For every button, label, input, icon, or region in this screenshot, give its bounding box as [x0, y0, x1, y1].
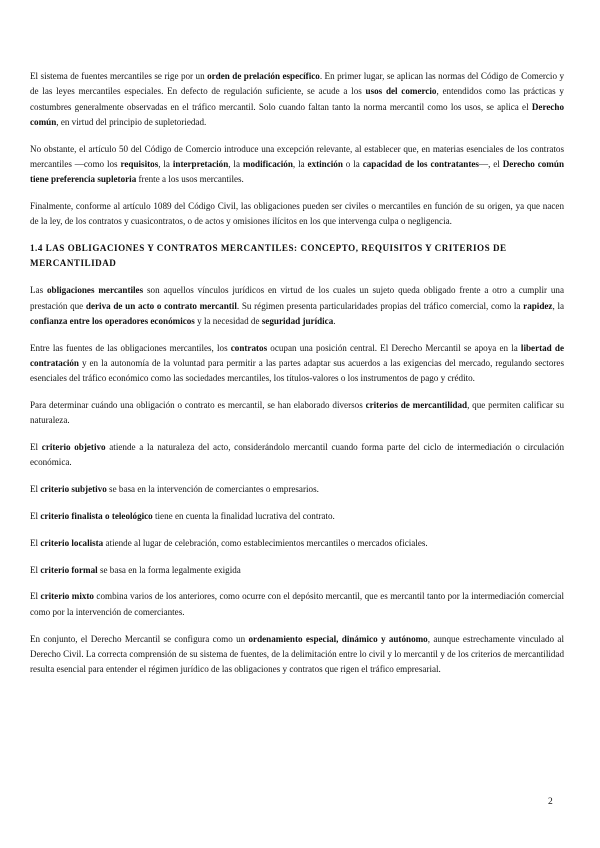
paragraph-articulo-50 — [30, 142, 564, 188]
text-run: Para determinar cuándo una obligación o contrato es mercantil, se han elaborado diversos — [30, 400, 366, 411]
text-run: . En primer lugar, se aplican las normas del Código de Comercio y de las leyes mercantiles especiales. En defecto de regulación suficiente, se acude a los — [30, 71, 564, 97]
bold-term: criterio objetivo — [41, 442, 106, 453]
text-run: Entre las fuentes de las obligaciones mercantiles, los — [30, 342, 231, 353]
paragraph-criterio-finalista — [30, 509, 564, 524]
text-run: , la — [552, 300, 565, 311]
bold-term: criterios de mercantilidad — [365, 400, 468, 411]
text-run: Las — [30, 285, 47, 296]
bold-term: interpretación — [172, 158, 229, 169]
paragraph-criterio-objetivo — [30, 440, 564, 471]
bold-term: criterio finalista o teleológico — [40, 511, 153, 522]
bold-term: criterio subjetivo — [40, 484, 107, 495]
bold-term: capacidad de los contratantes — [362, 158, 479, 169]
bold-term: rapidez — [523, 300, 553, 311]
bold-term: libertad de contratación — [30, 342, 564, 368]
text-run: . — [333, 315, 336, 326]
bold-term: usos del comercio — [365, 86, 437, 97]
text-run: , entendidos como las prácticas y costumbres generalmente observadas en el tráfico mercantil. Solo cuando faltan tanto la norma mercantil como los usos, se aplica el — [30, 86, 564, 112]
bold-term: criterio mixto — [40, 591, 94, 602]
paragraph-contratos — [30, 341, 564, 387]
text-run: frente a los usos mercantiles. — [136, 174, 244, 185]
text-run: se basa en la intervención de comerciantes o empresarios. — [106, 484, 319, 495]
text-run: . Su régimen presenta particularidades propias del tráfico comercial, como la — [236, 300, 524, 311]
text-run: —, el — [478, 158, 503, 169]
paragraph-criterio-mixto — [30, 589, 564, 620]
paragraph-prelacion — [30, 69, 564, 130]
bold-term: deriva de un acto o contrato mercantil — [85, 300, 237, 311]
section-heading: 1.4 LAS OBLIGACIONES Y CONTRATOS MERCANTILES: CONCEPTO, REQUISITOS Y CRITERIOS DE MERCANTILIDAD — [30, 243, 507, 269]
text-run: , la — [158, 158, 173, 169]
text-run: El sistema de fuentes mercantiles se rige por un — [30, 71, 208, 81]
text-run: tiene en cuenta la finalidad lucrativa del contrato. — [152, 511, 335, 522]
text-run: El — [30, 442, 42, 453]
paragraph-criterio-formal — [30, 563, 564, 578]
text-run: y la necesidad de — [194, 315, 262, 326]
paragraph-obligaciones-mercantiles — [30, 283, 564, 329]
text-run: El — [30, 511, 41, 522]
text-run: , que permiten calificar su naturaleza. — [30, 400, 564, 426]
page-content — [30, 69, 564, 689]
paragraph-conclusion — [30, 632, 564, 678]
text-run: El — [30, 537, 41, 548]
text-run: No obstante, el artículo 50 del Código de Comercio introduce una excepción relevante, al establecer que, en materias esenciales de los contratos mercantiles —como los — [30, 143, 564, 169]
bold-term: seguridad jurídica — [261, 315, 334, 326]
bold-term: Derecho común tiene preferencia supletoria — [30, 158, 565, 185]
paragraph-articulo-1089 — [30, 199, 564, 230]
page-number: 2 — [548, 797, 553, 807]
text-run: , en virtud del principio de supletoriedad. — [56, 116, 207, 127]
text-run: , aunque estrechamente vinculado al Derecho Civil. La correcta comprensión de su sistema de fuentes, de la delimitación entre lo civil y lo mercantil y de los criterios de mercantilidad resulta esencial para entender el régimen jurídico de las obligaciones y contratos que rigen el tráfico empresarial. — [30, 633, 564, 675]
bold-term: requisitos — [120, 158, 159, 169]
bold-term: Derecho común — [30, 101, 564, 127]
text-run: , la — [228, 158, 243, 169]
text-run: y en la autonomía de la voluntad para permitir a las partes adaptar sus acuerdos a las exigencias del mercado, regulando sectores esenciales del tráfico económico como las sociedades mercantiles, los títulos-valores o los instrumentos de pago y crédito. — [30, 357, 564, 384]
bold-term: ordenamiento especial, dinámico y autónomo — [248, 633, 428, 644]
bold-term: confianza entre los operadores económicos — [30, 315, 195, 326]
paragraph-criterio-subjetivo — [30, 482, 564, 497]
bold-term: obligaciones mercantiles — [47, 285, 144, 296]
bold-term: orden de prelación específico — [207, 71, 320, 81]
text-run: El — [30, 591, 41, 602]
text-run: atiende al lugar de celebración, como establecimientos mercantiles o mercados oficiales. — [103, 537, 428, 548]
bold-term: modificación — [242, 158, 293, 169]
text-run: En conjunto, el Derecho Mercantil se configura como un — [30, 633, 249, 644]
text-run: combina varios de los anteriores, como ocurre con el depósito mercantil, que es mercantil tanto por la intermediación comercial como por la intervención de comerciantes. — [30, 591, 564, 617]
bold-term: extinción — [307, 158, 343, 169]
text-run: ocupan una posición central. El Derecho Mercantil se apoya en la — [267, 342, 521, 353]
text-run: o la — [342, 158, 363, 169]
text-run: Finalmente, conforme al artículo 1089 del Código Civil, las obligaciones pueden ser civiles o mercantiles en función de su origen, ya que nacen de la ley, de los contratos y cuasicontratos, o de actos y omisiones ilícitos en los que intervenga culpa o negligencia. — [30, 201, 564, 227]
text-run: se basa en la forma legalmente exigida — [97, 564, 241, 575]
bold-term: contratos — [230, 342, 268, 353]
text-run: , la — [292, 158, 308, 169]
text-run: atiende a la naturaleza del acto, considerándolo mercantil cuando forma parte del ciclo de intermediación o circulación económica. — [30, 442, 564, 468]
paragraph-criterios-intro — [30, 398, 564, 429]
text-run: son aquellos vínculos jurídicos en virtud de los cuales un sujeto queda obligado frente a otro a cumplir una prestación que — [30, 285, 564, 311]
bold-term: criterio formal — [40, 564, 98, 575]
paragraph-criterio-localista — [30, 536, 564, 551]
bold-term: criterio localista — [40, 537, 104, 548]
text-run: El — [30, 564, 41, 575]
text-run: El — [30, 484, 41, 495]
